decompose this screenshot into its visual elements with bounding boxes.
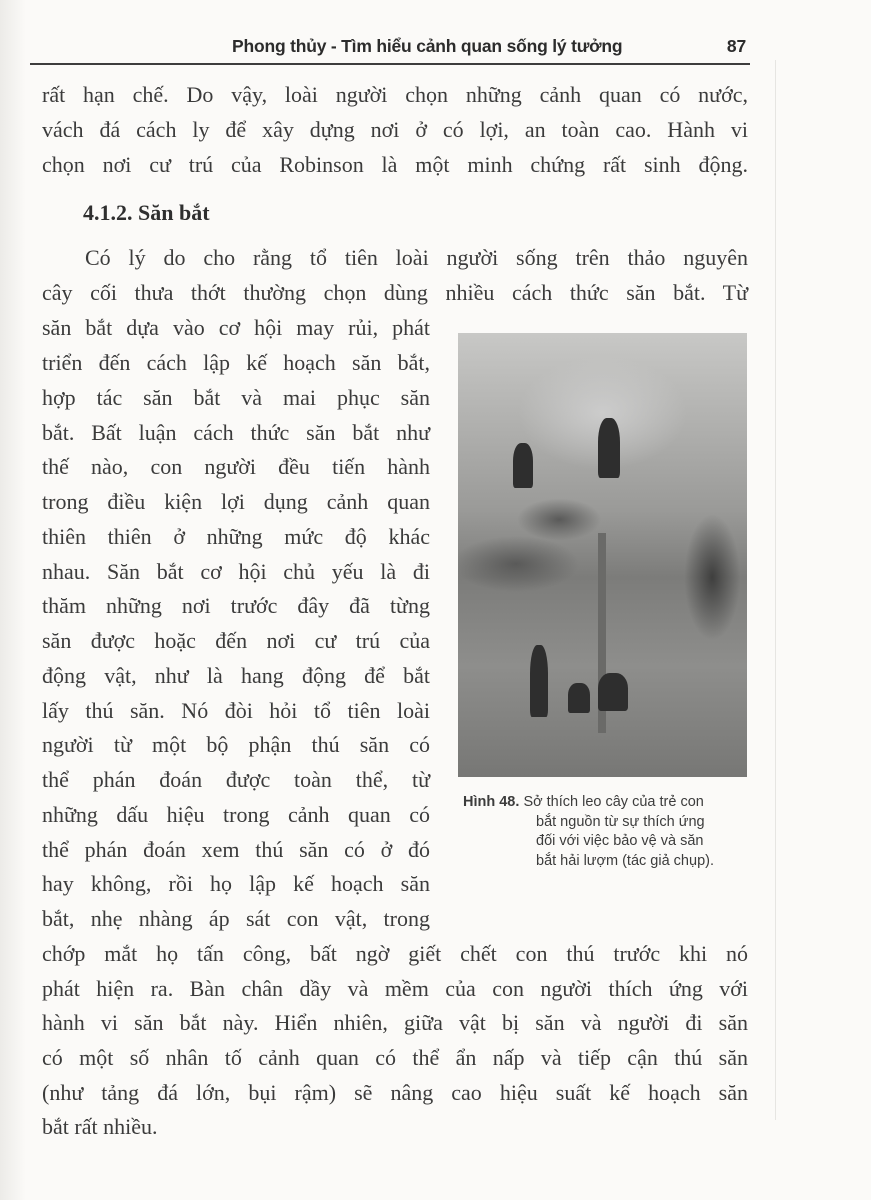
child-in-tree-figure	[513, 443, 533, 488]
body-line: bắt. Bất luận cách thức săn bắt như	[42, 420, 430, 445]
body-line: hay không, rồi họ lập kế hoạch săn	[42, 871, 430, 896]
child-climbing-figure	[598, 418, 620, 478]
body-line: chọn nơi cư trú của Robinson là một minh chứng rất sinh động.	[42, 152, 748, 177]
body-line: những dấu hiệu trong cảnh quan có	[42, 802, 430, 827]
caption-line: bắt hải lượm (tác giả chụp).	[536, 852, 714, 869]
body-line: hợp tác săn bắt và mai phục săn	[42, 385, 430, 410]
body-line: người từ một bộ phận thú săn có	[42, 732, 430, 757]
body-line: trong điều kiện lợi dụng cảnh quan	[42, 489, 430, 514]
body-line: thể phán đoán xem thú săn có ở đó	[42, 837, 430, 862]
header-rule	[30, 63, 750, 65]
body-line: rất hạn chế. Do vậy, loài người chọn những cảnh quan có nước,	[42, 82, 748, 107]
figure-caption	[463, 793, 714, 871]
figure-label: Hình 48.	[463, 794, 520, 810]
body-line: thế nào, con người đều tiến hành	[42, 454, 430, 479]
caption-line: Sở thích leo cây của trẻ con	[523, 794, 704, 810]
body-line: săn bắt dựa vào cơ hội may rủi, phát	[42, 315, 430, 340]
body-line: vách đá cách ly để xây dựng nơi ở có lợi, an toàn cao. Hành vi	[42, 117, 748, 142]
body-line: chớp mắt họ tấn công, bất ngờ giết chết con thú trước khi nó	[42, 941, 748, 966]
child-sitting-figure	[598, 673, 628, 711]
bleed-through-line	[775, 60, 776, 1120]
body-line: hành vi săn bắt này. Hiển nhiên, giữa vật bị săn và người đi săn	[42, 1010, 748, 1035]
body-line: bắt, nhẹ nhàng áp sát con vật, trong	[42, 906, 430, 931]
body-line: phát hiện ra. Bàn chân dầy và mềm của con người thích ứng với	[42, 976, 748, 1001]
running-title: Phong thủy - Tìm hiểu cảnh quan sống lý tưởng	[232, 36, 623, 56]
body-line: Có lý do cho rằng tổ tiên loài người sống trên thảo nguyên	[85, 245, 748, 270]
section-heading: 4.1.2. Săn bắt	[83, 200, 210, 225]
body-line: bắt rất nhiều.	[42, 1114, 158, 1139]
body-line: thiên thiên ở những mức độ khác	[42, 524, 430, 549]
caption-line: đối với việc bảo vệ và săn	[536, 833, 704, 849]
figure-photo	[458, 333, 747, 777]
body-line: cây cối thưa thớt thường chọn dùng nhiều cách thức săn bắt. Từ	[42, 280, 748, 305]
body-line: động vật, như là hang động để bắt	[42, 663, 430, 688]
body-line: thể phán đoán được toàn thể, từ	[42, 767, 430, 792]
child-standing-figure	[530, 645, 548, 717]
body-line: thăm những nơi trước đây đã từng	[42, 593, 430, 618]
body-line: (như tảng đá lớn, bụi rậm) sẽ nâng cao hiệu suất kế hoạch săn	[42, 1080, 748, 1105]
running-header	[232, 36, 746, 57]
body-line: có một số nhân tố cảnh quan có thể ẩn nấp và tiếp cận thú săn	[42, 1045, 748, 1070]
caption-line: bắt nguồn từ sự thích ứng	[536, 813, 705, 830]
body-line: nhau. Săn bắt cơ hội chủ yếu là đi	[42, 559, 430, 584]
page-gutter-shadow	[0, 0, 26, 1200]
body-line: triển đến cách lập kế hoạch săn bắt,	[42, 350, 430, 375]
body-line: lấy thú săn. Nó đòi hỏi tổ tiên loài	[42, 698, 430, 723]
child-sitting-figure	[568, 683, 590, 713]
page-number: 87	[726, 36, 746, 56]
body-line: săn được hoặc đến nơi cư trú của	[42, 628, 430, 653]
